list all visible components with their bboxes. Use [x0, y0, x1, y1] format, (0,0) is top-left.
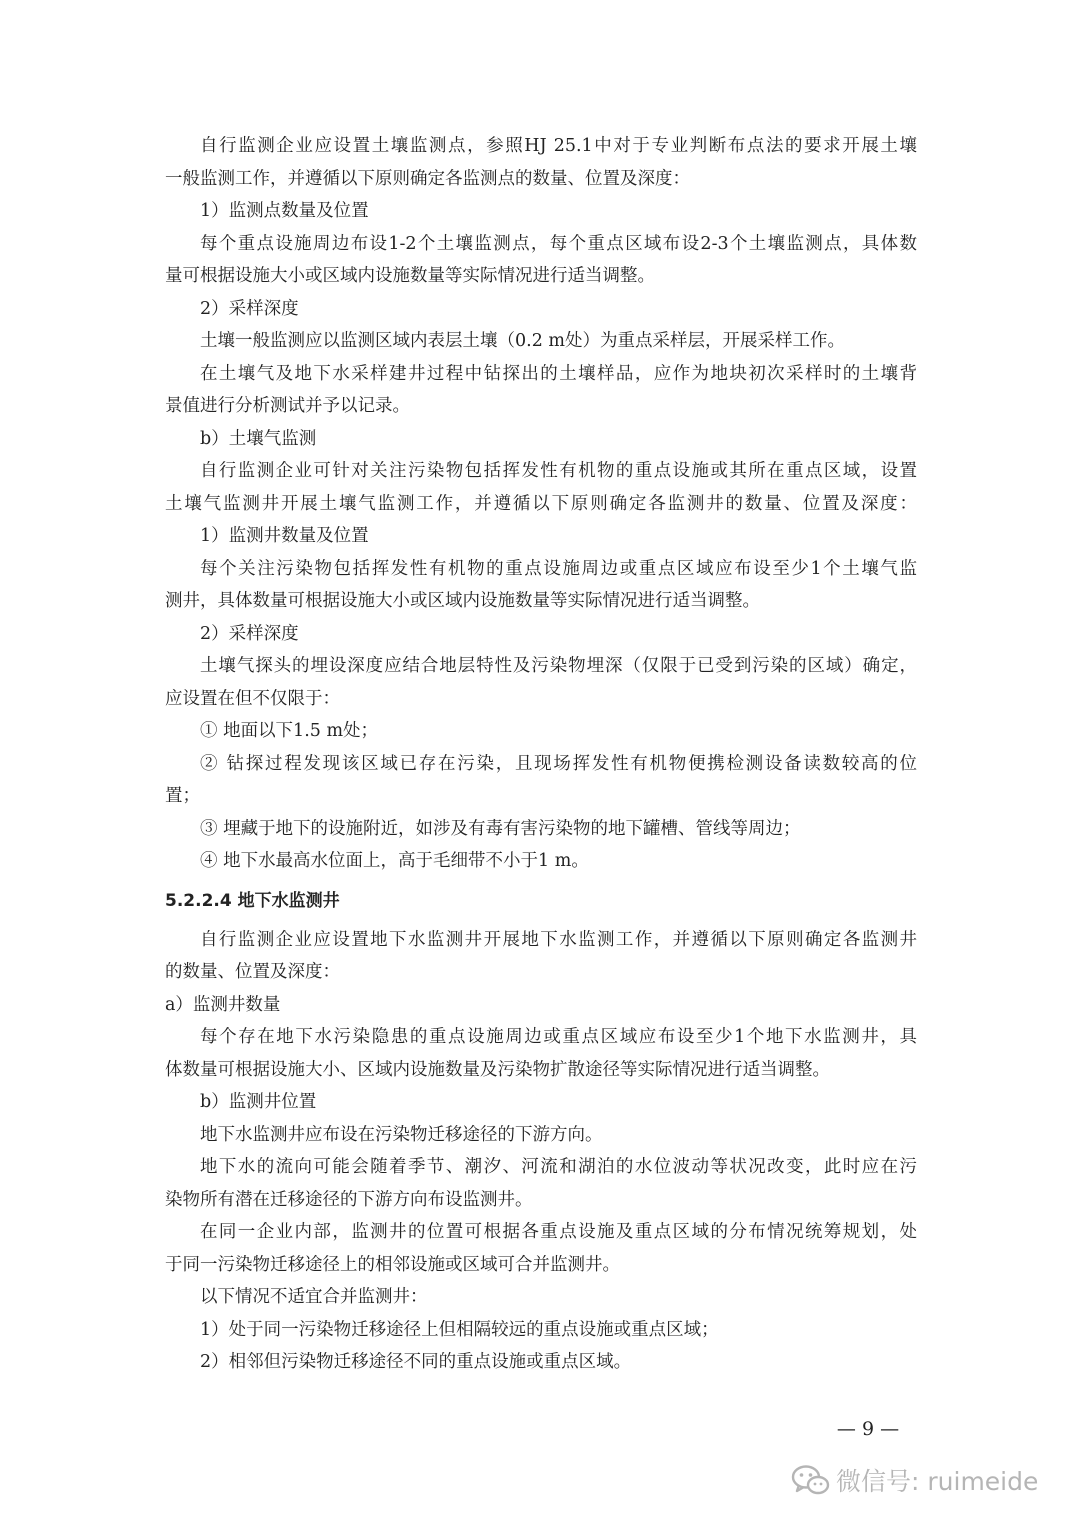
- paragraph-line: 每个存在地下水污染隐患的重点设施周边或重点区域应布设至少1个地下水监测井，具: [200, 1027, 917, 1047]
- paragraph-line: 土壤气探头的埋设深度应结合地层特性及污染物埋深（仅限于已受到污染的区域）确定，: [200, 656, 917, 676]
- list-item: 1）处于同一污染物迁移途径上但相隔较远的重点设施或重点区域；: [200, 1319, 719, 1340]
- list-heading: 1）监测井数量及位置: [200, 526, 369, 546]
- paragraph-line: 置；: [165, 786, 200, 806]
- paragraph-line: 应设置在但不仅限于：: [165, 688, 340, 709]
- paragraph-line: 一般监测工作，并遵循以下原则确定各监测点的数量、位置及深度：: [165, 168, 690, 189]
- paragraph-line: 于同一污染物迁移途径上的相邻设施或区域可合并监测井。: [165, 1254, 620, 1275]
- paragraph-line: 自行监测企业应设置地下水监测井开展地下水监测工作，并遵循以下原则确定各监测井: [200, 929, 917, 950]
- section-heading: 5.2.2.4 地下水监测井: [165, 890, 340, 911]
- paragraph-line: 自行监测企业可针对关注污染物包括挥发性有机物的重点设施或其所在重点区域，设置: [200, 461, 917, 481]
- list-heading: b）监测井位置: [200, 1092, 317, 1112]
- paragraph-line: 在土壤气及地下水采样建井过程中钻探出的土壤样品，应作为地块初次采样时的土壤背: [200, 363, 917, 384]
- wechat-icon: [790, 1463, 830, 1497]
- list-heading: 2）采样深度: [200, 298, 299, 319]
- paragraph-line: 体数量可根据设施大小、区域内设施数量及污染物扩散途径等实际情况进行适当调整。: [165, 1059, 830, 1080]
- list-heading: a）监测井数量: [165, 994, 281, 1015]
- page-number: — 9 —: [836, 1418, 900, 1440]
- paragraph-line: 以下情况不适宜合并监测井：: [200, 1287, 428, 1307]
- paragraph-line: 土壤一般监测应以监测区域内表层土壤（0.2 m处）为重点采样层，开展采样工作。: [200, 331, 845, 351]
- paragraph-line: 景值进行分析测试并予以记录。: [165, 396, 410, 416]
- paragraph-line: 量可根据设施大小或区域内设施数量等实际情况进行适当调整。: [165, 266, 655, 286]
- paragraph-line: 土壤气监测井开展土壤气监测工作，并遵循以下原则确定各监测井的数量、位置及深度：: [165, 493, 917, 514]
- paragraph-line: 每个关注污染物包括挥发性有机物的重点设施周边或重点区域应布设至少1个土壤气监: [200, 558, 917, 579]
- watermark: [790, 1460, 1052, 1500]
- paragraph-line: 自行监测企业应设置土壤监测点，参照HJ 25.1中对于专业判断布点法的要求开展土壤: [200, 136, 917, 156]
- paragraph-line: 在同一企业内部，监测井的位置可根据各重点设施及重点区域的分布情况统筹规划，处: [200, 1222, 917, 1242]
- paragraph-line: 的数量、位置及深度：: [165, 962, 340, 982]
- paragraph-line: 每个重点设施周边布设1-2个土壤监测点，每个重点区域布设2-3个土壤监测点，具体数: [200, 233, 917, 254]
- paragraph-line: 测井，具体数量可根据设施大小或区域内设施数量等实际情况进行适当调整。: [165, 591, 760, 611]
- page-body: [165, 130, 917, 1379]
- paragraph-line: 染物所有潜在迁移途径的下游方向布设监测井。: [165, 1189, 533, 1210]
- list-item: ① 地面以下1.5 m处；: [200, 721, 379, 741]
- watermark-text: 微信号: ruimeide: [836, 1467, 1039, 1496]
- list-heading: b）土壤气监测: [200, 428, 317, 449]
- list-item: ③ 埋藏于地下的设施附近，如涉及有毒有害污染物的地下罐槽、管线等周边；: [200, 818, 801, 839]
- list-item: 2）相邻但污染物迁移途径不同的重点设施或重点区域。: [200, 1352, 632, 1372]
- list-item: ② 钻探过程发现该区域已存在污染，且现场挥发性有机物便携检测设备读数较高的位: [200, 753, 917, 774]
- paragraph-line: 地下水监测井应布设在污染物迁移途径的下游方向。: [200, 1124, 603, 1145]
- list-item: ④ 地下水最高水位面上，高于毛细带不小于1 m。: [200, 851, 589, 871]
- list-heading: 2）采样深度: [200, 623, 299, 644]
- paragraph-line: 地下水的流向可能会随着季节、潮汐、河流和湖泊的水位波动等状况改变，此时应在污: [200, 1157, 917, 1177]
- list-heading: 1）监测点数量及位置: [200, 201, 369, 221]
